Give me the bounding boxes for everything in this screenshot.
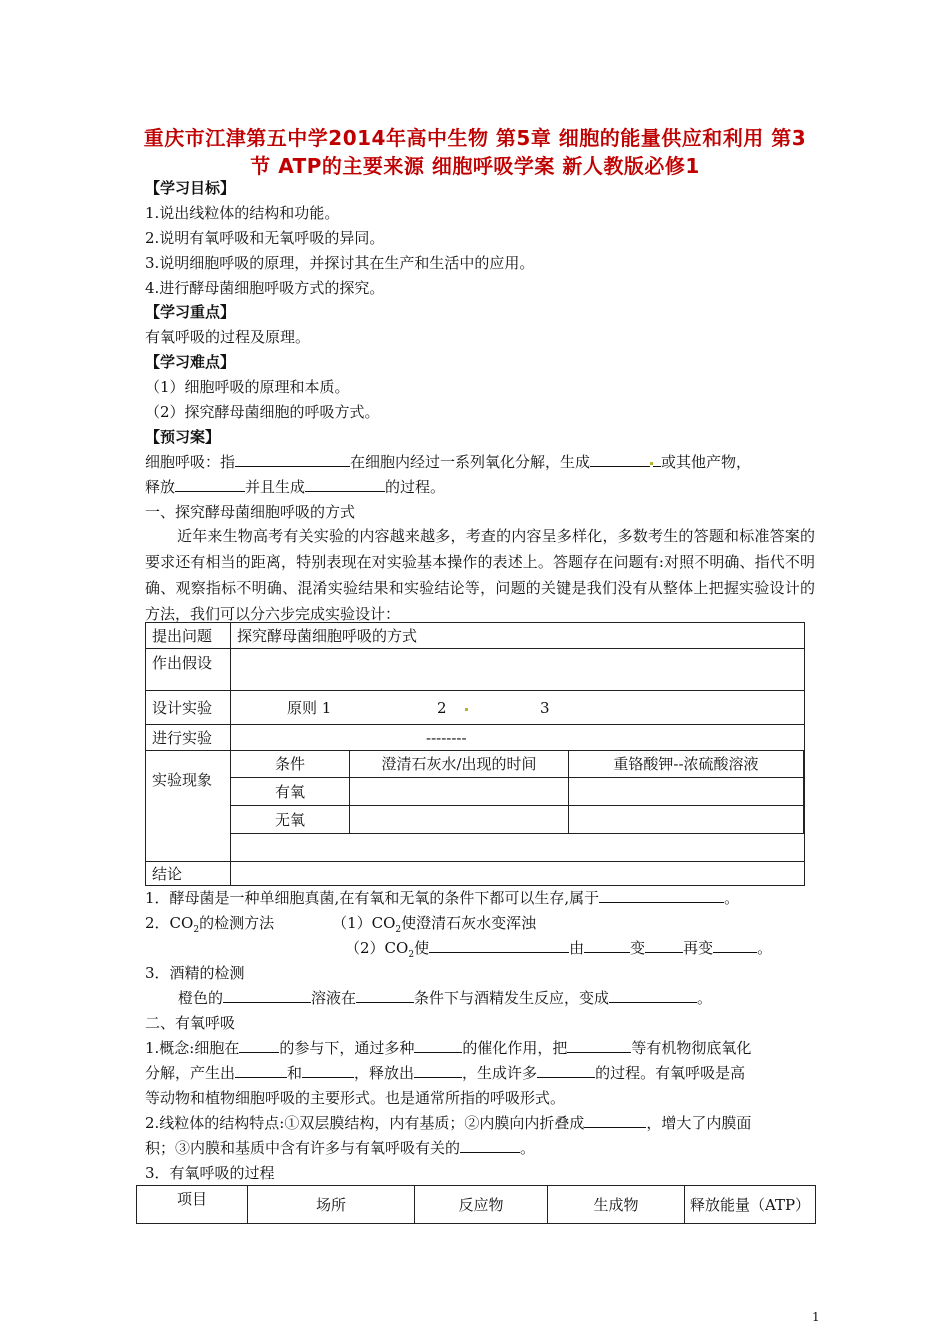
process-table (136, 1185, 816, 1224)
blank[interactable] (584, 938, 630, 953)
principle-3: 3 (540, 699, 550, 717)
page-number: 1 (812, 1310, 820, 1324)
experiment-table (145, 622, 805, 886)
blank[interactable] (414, 1063, 462, 1078)
blank[interactable] (429, 938, 569, 953)
blank[interactable] (537, 1063, 595, 1078)
hypothesis-cell[interactable] (231, 649, 805, 691)
mark-dot (465, 708, 468, 711)
answer-cell[interactable] (569, 777, 804, 805)
goals-heading: 【学习目标】 (145, 179, 236, 197)
conclusion-cell[interactable] (231, 862, 805, 886)
answer-cell[interactable] (350, 777, 569, 805)
mitochondria-line: 2.线粒体的结构特点:①双层膜结构，内有基质；②内膜向内折叠成 ，增大了内膜面 (145, 1114, 752, 1132)
page-title: 重庆市江津第五中学2014年高中生物 第5章 细胞的能量供应和利用 第3节 ATP的主要来源 细胞呼吸学案 新人教版必修1 (143, 126, 807, 178)
difficulty-item: （2）探究酵母菌细胞的呼吸方式。 (145, 403, 380, 421)
question-3-line: 橙色的 溶液在 条件下与酒精发生反应，变成 。 (178, 989, 713, 1007)
blank[interactable] (713, 938, 757, 953)
blank[interactable] (567, 1038, 631, 1053)
question-2-sub: $(2)CO_2$使 由 变 再变 。 (345, 939, 773, 960)
row-label: 作出假设 (146, 649, 231, 691)
concept-line: 分解，产生出 和 ，释放出 ，生成许多 的过程。有氧呼吸是高 (145, 1064, 746, 1082)
col-header: 场所 (248, 1186, 415, 1224)
blank[interactable] (305, 477, 385, 492)
blank[interactable] (609, 988, 697, 1003)
section1-heading: 一、探究酵母菌细胞呼吸的方式 (145, 503, 356, 521)
row-value: -------- (231, 725, 805, 751)
goal-item: 1.说出线粒体的结构和功能。 (145, 204, 340, 222)
blank[interactable] (590, 452, 650, 467)
blank[interactable] (235, 1063, 287, 1078)
question-2: 2．$CO_2$的检测方法 $(1)CO_2$使澄清石灰水变浑浊 (145, 914, 537, 935)
blank[interactable] (235, 452, 350, 467)
blank[interactable] (414, 1038, 462, 1053)
process-heading: 3．有氧呼吸的过程 (145, 1164, 275, 1182)
concept-line: 等动物和植物细胞呼吸的主要形式。也是通常所指的呼吸形式。 (145, 1089, 566, 1107)
col-header: 澄清石灰水/出现的时间 (350, 751, 569, 777)
section2-heading: 二、有氧呼吸 (145, 1014, 236, 1032)
blank[interactable] (356, 988, 414, 1003)
blank[interactable] (653, 452, 661, 467)
row-label: 提出问题 (146, 623, 231, 649)
col-header: 反应物 (415, 1186, 548, 1224)
goal-item: 4.进行酵母菌细胞呼吸方式的探究。 (145, 279, 385, 297)
answer-cell[interactable] (569, 805, 804, 833)
row-header: 有氧 (231, 777, 350, 805)
definition-line: 释放 并且生成 的过程。 (145, 478, 446, 496)
difficulty-item: （1）细胞呼吸的原理和本质。 (145, 378, 350, 396)
col-header: 生成物 (548, 1186, 685, 1224)
question-1: 1．酵母菌是一种单细胞真菌,在有氧和无氧的条件下都可以生存,属于 。 (145, 889, 740, 907)
col-header: 项目 (137, 1186, 248, 1224)
blank[interactable] (302, 1063, 354, 1078)
key-heading: 【学习重点】 (145, 303, 236, 321)
col-header: 条件 (231, 751, 350, 777)
goal-item: 3.说明细胞呼吸的原理，并探讨其在生产和生活中的应用。 (145, 254, 535, 272)
col-header: 重铬酸钾--浓硫酸溶液 (569, 751, 804, 777)
key-text: 有氧呼吸的过程及原理。 (145, 328, 311, 346)
concept-line: 1.概念:细胞在 的参与下，通过多种 的催化作用，把 等有机物彻底氧化 (145, 1039, 752, 1057)
phenomena-cell (231, 751, 805, 862)
answer-cell[interactable] (350, 805, 569, 833)
definition-line: 细胞呼吸：指 在细胞内经过一系列氧化分解，生成 或其他产物， (145, 453, 752, 471)
question-3: 3．酒精的检测 (145, 964, 245, 982)
blank[interactable] (460, 1138, 520, 1153)
blank[interactable] (599, 888, 724, 903)
row-label: 结论 (146, 862, 231, 886)
blank[interactable] (584, 1113, 646, 1128)
blank[interactable] (223, 988, 311, 1003)
row-label: 实验现象 (146, 751, 231, 862)
row-header: 无氧 (231, 805, 350, 833)
preview-heading: 【预习案】 (145, 428, 221, 446)
blank[interactable] (239, 1038, 279, 1053)
row-label: 设计实验 (146, 691, 231, 725)
row-label: 进行实验 (146, 725, 231, 751)
row-value: 探究酵母菌细胞呼吸的方式 (231, 623, 805, 649)
difficulty-heading: 【学习难点】 (145, 353, 236, 371)
blank[interactable] (645, 938, 683, 953)
section1-paragraph: 近年来生物高考有关实验的内容越来越多，考查的内容呈多样化，多数考生的答题和标准答案的要求还有相当的距离，特别表现在对实验基本操作的表述上。答题存在问题有:对照不明确、指代不明确、观察指标不明确、混淆实验结果和实验结论等，问题的关键是我们没有从整体上把握实验设计的方法，我们可以分六步完成实验设计： (145, 527, 815, 623)
blank[interactable] (175, 477, 245, 492)
goal-item: 2.说明有氧呼吸和无氧呼吸的异同。 (145, 229, 385, 247)
principle-1: 原则 1 (287, 699, 332, 717)
principles-cell[interactable] (231, 691, 805, 725)
principle-2: 2 (437, 699, 447, 717)
phenomena-table (231, 751, 804, 834)
mitochondria-line: 积；③内膜和基质中含有许多与有氧呼吸有关的 。 (145, 1139, 536, 1157)
col-header: 释放能量（ATP） (685, 1186, 816, 1224)
